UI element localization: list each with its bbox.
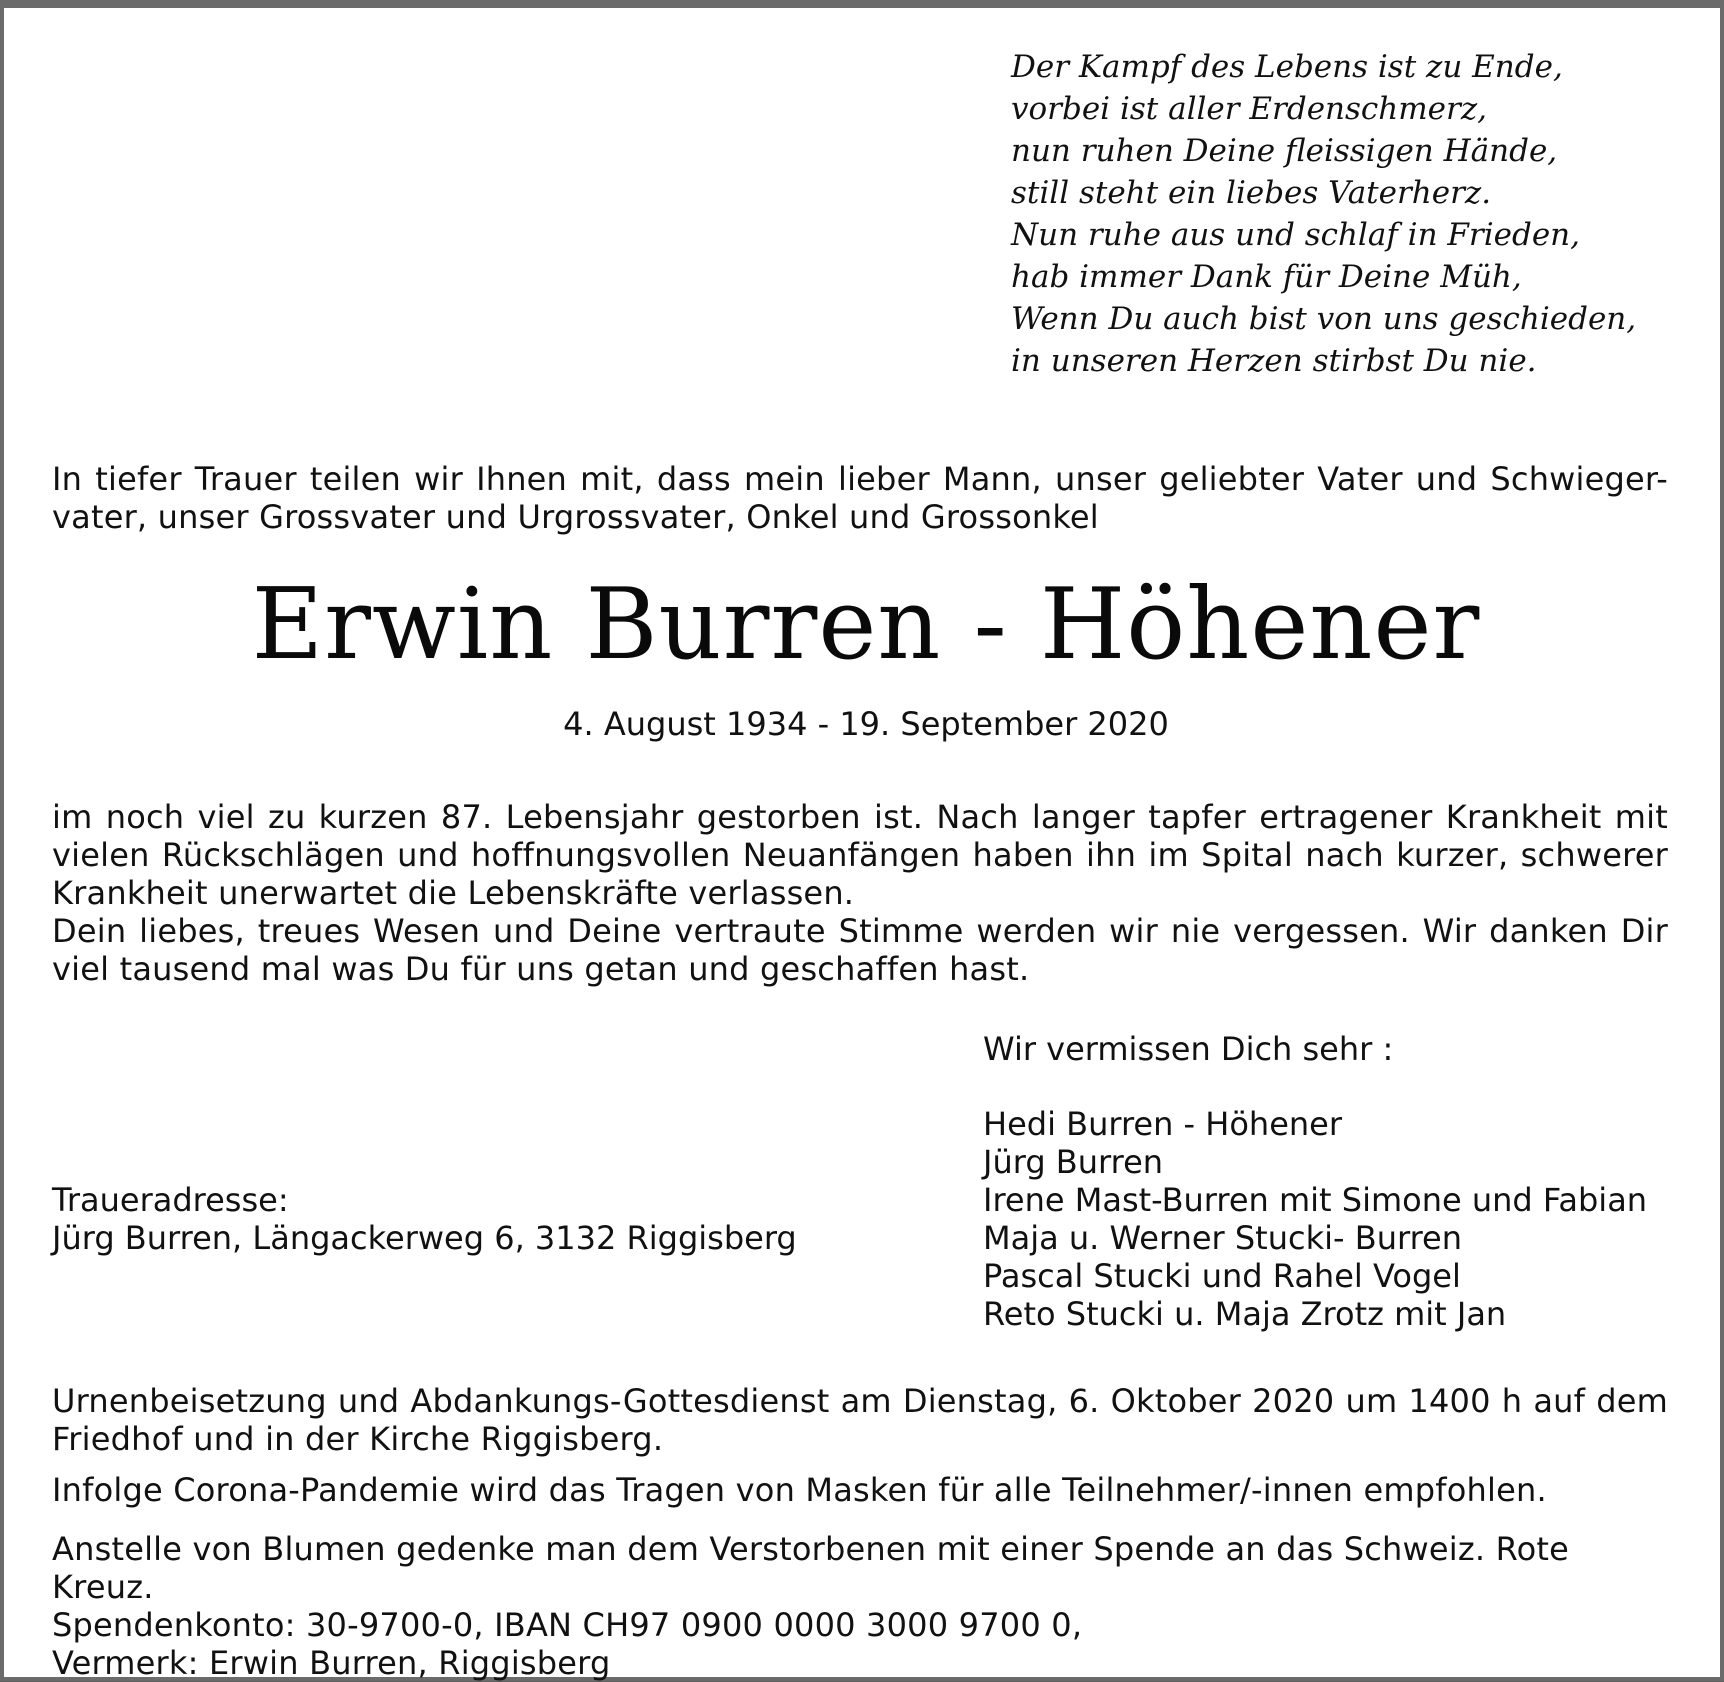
body-line: Krankheit unerwartet die Lebenskräfte verlassen.	[52, 874, 855, 912]
mourner-name: Reto Stucki u. Maja Zrotz mit Jan	[983, 1295, 1507, 1333]
corona-note: Infolge Corona-Pandemie wird das Tragen von Masken für alle Teilnehmer/-innen empfohlen.	[52, 1471, 1547, 1509]
poem-line: in unseren Herzen stirbst Du nie.	[1011, 343, 1537, 379]
poem-line: still steht ein liebes Vaterherz.	[1011, 175, 1492, 211]
mourning-address	[52, 1181, 797, 1257]
poem-line: nun ruhen Deine fleissigen Hände,	[1011, 133, 1558, 169]
service-line: Urnenbeisetzung und Abdankungs-Gottesdienst am Dienstag, 6. Oktober 2020 um 1400 h auf dem	[52, 1382, 1668, 1420]
mourner-name: Pascal Stucki und Rahel Vogel	[983, 1257, 1461, 1295]
poem-line: hab immer Dank für Deine Müh,	[1011, 259, 1522, 295]
mourners-heading: Wir vermissen Dich sehr :	[983, 1030, 1394, 1068]
memorial-poem	[1011, 46, 1636, 382]
intro-paragraph	[52, 460, 1668, 536]
body-line: Dein liebes, treues Wesen und Deine vertraute Stimme werden wir nie vergessen. Wir danken Dir	[52, 912, 1668, 950]
poem-line: Der Kampf des Lebens ist zu Ende,	[1011, 49, 1563, 85]
deceased-name: Erwin Burren - Höhener	[251, 568, 1481, 682]
address-value: Jürg Burren, Längackerweg 6, 3132 Riggisberg	[52, 1219, 797, 1257]
address-label: Traueradresse:	[52, 1181, 289, 1219]
service-line: Friedhof und in der Kirche Riggisberg.	[52, 1420, 664, 1458]
intro-line: vater, unser Grossvater und Urgrossvater, Onkel und Grossonkel	[52, 498, 1099, 536]
donation-line: Anstelle von Blumen gedenke man dem Verstorbenen mit einer Spende an das Schweiz. Rote Kreuz.	[52, 1530, 1569, 1606]
donation-info	[52, 1530, 1668, 1682]
service-info	[52, 1382, 1668, 1458]
body-line: viel tausend mal was Du für uns getan und geschaffen hast.	[52, 950, 1030, 988]
body-line: vielen Rückschlägen und hoffnungsvollen Neuanfängen haben ihn im Spital nach kurzer, schwerer	[52, 836, 1668, 874]
intro-line: In tiefer Trauer teilen wir Ihnen mit, dass mein lieber Mann, unser geliebter Vater und Schwieger-	[52, 460, 1668, 498]
mourner-name: Maja u. Werner Stucki- Burren	[983, 1219, 1462, 1257]
mourner-name: Irene Mast-Burren mit Simone und Fabian	[983, 1181, 1648, 1219]
poem-line: vorbei ist aller Erdenschmerz,	[1011, 91, 1488, 127]
mourner-name: Jürg Burren	[983, 1143, 1164, 1181]
donation-line: Spendenkonto: 30-9700-0, IBAN CH97 0900 0000 3000 9700 0,	[52, 1606, 1083, 1644]
mourner-name: Hedi Burren - Höhener	[983, 1105, 1342, 1143]
body-paragraph	[52, 798, 1668, 988]
mourners-list	[983, 1105, 1647, 1333]
poem-line: Wenn Du auch bist von uns geschieden,	[1011, 301, 1637, 337]
donation-line: Vermerk: Erwin Burren, Riggisberg	[52, 1644, 611, 1682]
body-line: im noch viel zu kurzen 87. Lebensjahr gestorben ist. Nach langer tapfer ertragener Krankheit mit	[52, 798, 1668, 836]
life-dates: 4. August 1934 - 19. September 2020	[563, 705, 1169, 743]
poem-line: Nun ruhe aus und schlaf in Frieden,	[1011, 217, 1580, 253]
